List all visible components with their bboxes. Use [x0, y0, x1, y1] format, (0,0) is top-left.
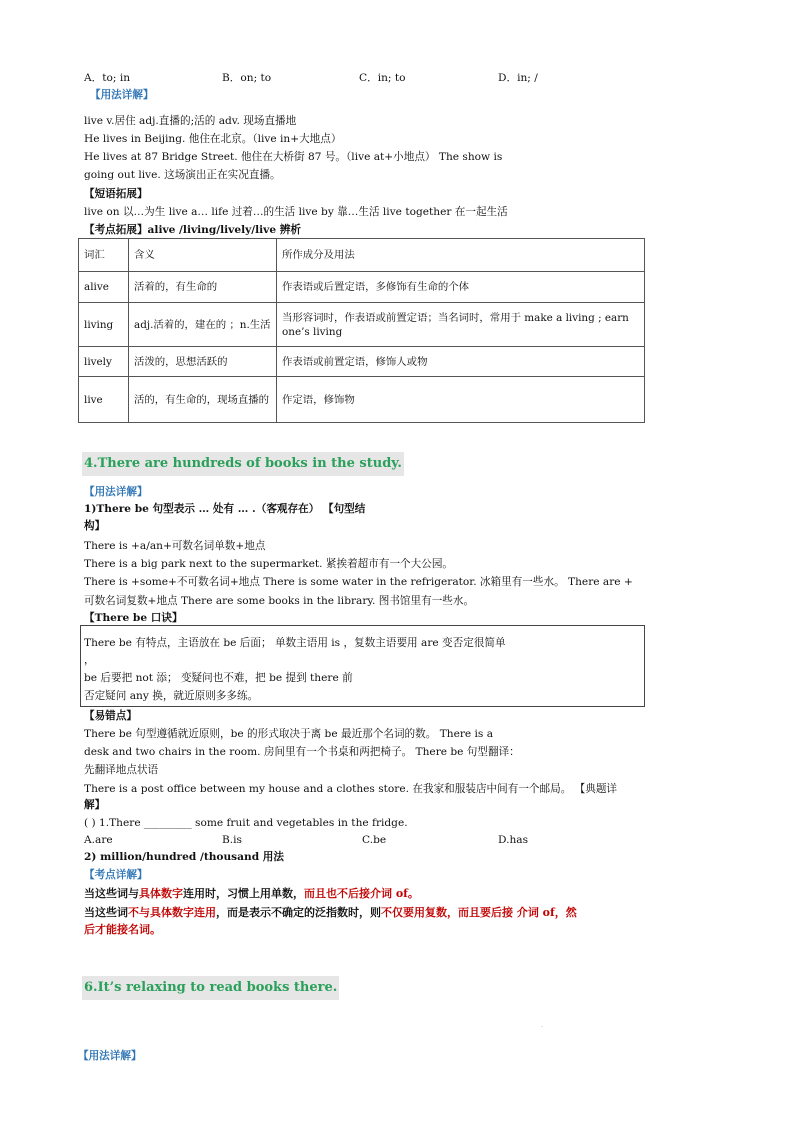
question-line: ( ) 1.There _________ some fruit and vegetables in the fridge.: [84, 817, 408, 829]
usage-label: 【用法详解】: [84, 486, 148, 498]
table-cell: alive: [79, 272, 129, 303]
error-line: desk and two chairs in the room. 房间里有一个书桌和两把椅子。 There be 句型翻译：: [84, 746, 520, 758]
table-header: 所作成分及用法: [277, 239, 645, 272]
rhyme-label: 【There be 口诀】: [84, 612, 183, 624]
subsection-2: 2) million/hundred /thousand 用法: [84, 851, 284, 863]
table-cell: 活着的，有生命的: [129, 272, 277, 303]
option-b: B．on; to: [222, 72, 272, 84]
error-line: There be 句型遵循就近原则，be 的形式取决于离 be 最近那个名词的数。 There is a: [84, 728, 494, 740]
table-cell: living: [79, 303, 129, 347]
sentence-pattern-1b: 构】: [84, 520, 106, 532]
question-option-a: A.are: [84, 834, 113, 846]
rule-line: 可数名词复数+地点 There are some books in the library. 图书馆里有一些水。: [84, 595, 475, 607]
table-cell: adj.活着的，建在的 ；n.生活: [129, 303, 277, 347]
section-4-heading: 4.There are hundreds of books in the study.: [82, 452, 404, 476]
question-option-c: C.be: [362, 834, 387, 846]
rule-line: There is +a/an+可数名词单数+地点: [84, 540, 266, 552]
rule-line: There is +some+不可数名词+地点 There is some water in the refrigerator. 冰箱里有一些水。 There are +: [84, 576, 633, 588]
text: 当这些词: [84, 906, 128, 919]
error-line: 先翻译地点状语: [84, 764, 159, 776]
live-line-3: He lives at 87 Bridge Street. 他住在大桥街 87 号。（live at+小地点） The show is: [84, 151, 503, 163]
error-label: 【易错点】: [84, 710, 137, 722]
rhyme-line: ，: [84, 654, 95, 666]
rule-red-1: [84, 887, 419, 901]
rhyme-line: be 后要把 not 添； 变疑问也不难，把 be 提到 there 前: [84, 672, 353, 684]
option-c: C．in; to: [359, 72, 406, 84]
sentence-pattern-1: [84, 502, 365, 516]
table-row: [79, 377, 645, 423]
error-line: 解】: [84, 799, 106, 811]
exam-label: 【考点详解】: [84, 869, 148, 881]
table-cell: lively: [79, 347, 129, 377]
live-line-4: going out live. 这场演出正在实况直播。: [84, 169, 281, 181]
table-row: [79, 347, 645, 377]
table-cell: 作定语，修饰物: [277, 377, 645, 423]
error-line: There is a post office between my house and a clothes store. 在我家和服装店中间有一个邮局。 【典题详: [84, 783, 618, 795]
highlight: 不与具体数字连用: [128, 906, 216, 919]
text: ，而是表示不确定的泛指数时，则: [216, 906, 381, 919]
option-a: A．to; in: [84, 72, 131, 84]
table-cell: 作表语或后置定语，多修饰有生命的个体: [277, 272, 645, 303]
text: 当这些词与: [84, 887, 139, 900]
rule-red-2: [84, 906, 577, 920]
phrase-label: 【短语拓展】: [84, 188, 148, 200]
live-line-1: live v.居住 adj.直播的;活的 adv. 现场直播地: [84, 115, 297, 127]
table-row: [79, 303, 645, 347]
stray-dot: .: [541, 1022, 543, 1029]
question-option-d: D.has: [498, 834, 529, 846]
table-cell: 活的，有生命的，现场直播的: [129, 377, 277, 423]
live-line-2: He lives in Beijing. 他住在北京。（live in+大地点）: [84, 133, 342, 145]
highlight: 不仅要用复数，而且要后接 介词 of，然: [381, 906, 577, 919]
usage-label: 【用法详解】: [78, 1050, 142, 1062]
table-header: 含义: [129, 239, 277, 272]
highlight: 而且也不后接介词 of。: [304, 887, 419, 900]
question-option-b: B.is: [222, 834, 242, 846]
highlight: 具体数字: [139, 887, 183, 900]
vocab-table: [78, 238, 645, 423]
section-6-heading: 6.It’s relaxing to read books there.: [82, 976, 339, 1000]
text: 连用时，习惯上用单数，: [183, 887, 304, 900]
option-d: D．in; /: [498, 72, 538, 84]
table-cell: 当形容词时，作表语或前置定语；当名词时，常用于 make a living ; earn one’s living: [277, 303, 645, 347]
phrase-line: live on 以…为生 live a… life 过着…的生活 live by 靠…生活 live together 在一起生活: [84, 206, 508, 218]
table-row: [79, 272, 645, 303]
rule-red-3: 后才能接名词。: [84, 923, 161, 936]
table-header: 词汇: [79, 239, 129, 272]
rhyme-line: There be 有特点，主语放在 be 后面； 单数主语用 is ，复数主语要用 are 变否定很简单: [84, 637, 506, 649]
table-header-row: [79, 239, 645, 272]
pattern-text: 1)There be 句型表示 … 处有 … .（客观存在） 【句型结: [84, 503, 366, 515]
example-line: There is a big park next to the supermarket. 紧挨着超市有一个大公园。: [84, 558, 454, 570]
usage-label: 【用法详解】: [90, 89, 154, 101]
table-cell: 活泼的，思想活跃的: [129, 347, 277, 377]
table-cell: live: [79, 377, 129, 423]
rhyme-line: 否定疑问 any 换，就近原则多多练。: [84, 690, 259, 702]
exam-label: 【考点拓展】alive /living/lively/live 辨析: [84, 224, 301, 236]
table-cell: 作表语或前置定语，修饰人或物: [277, 347, 645, 377]
